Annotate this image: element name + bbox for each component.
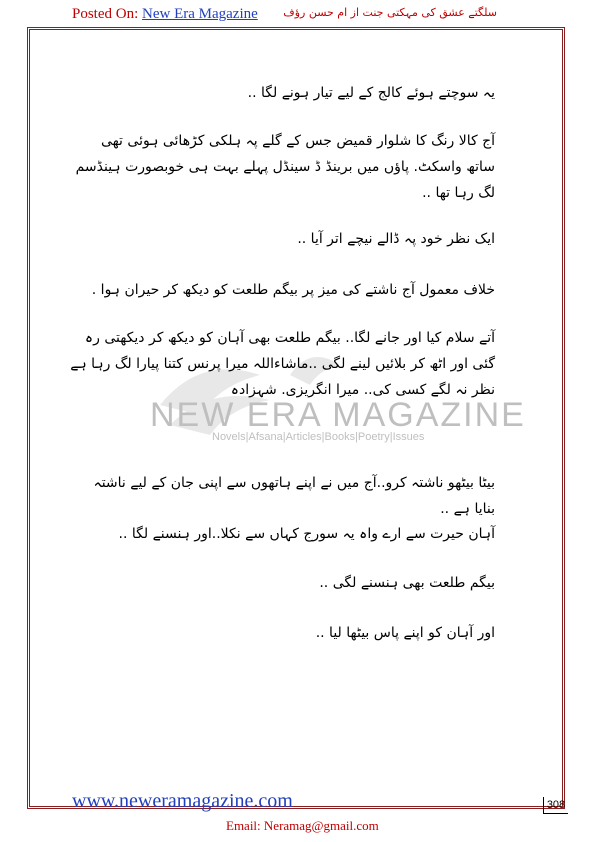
posted-on-header xyxy=(72,6,258,23)
paragraph-3: ایک نظر خود پہ ڈالے نیچے اتر آیا .. xyxy=(297,231,495,247)
paragraph-9: اور آہان کو اپنے پاس بیٹھا لیا .. xyxy=(315,625,495,641)
magazine-link[interactable]: New Era Magazine xyxy=(142,6,258,22)
website-link[interactable]: www.neweramagazine.com xyxy=(72,790,293,812)
watermark-subtitle: Novels|Afsana|Articles|Books|Poetry|Issues xyxy=(212,431,425,443)
page-number: 308 xyxy=(543,797,568,814)
watermark-title: NEW ERA MAGAZINE xyxy=(150,396,526,434)
footer-email: Email: Neramag@gmail.com xyxy=(226,818,379,833)
paragraph-7: آہان حیرت سے ارے واہ یہ سورج کہاں سے نکلا..اور ہنسنے لگا .. xyxy=(118,526,495,542)
paragraph-5: آتے سلام کیا اور جانے لگا.. بیگم طلعت بھی آہان کو دیکھ کر دیکھتی رہ گئی اور اٹھ کر بلائیں لینے لگی ..ماشاءاللہ میرا پرنس کتنا پیارا لگ رہا ہے نظر نہ لگے کسی کی.. میرا انگریزی. شہزادہ xyxy=(70,330,495,398)
paragraph-1: یہ سوچتے ہوئے کالج کے لیے تیار ہونے لگا .. xyxy=(247,85,495,101)
paragraph-2: آج کالا رنگ کا شلوار قمیض جس کے گلے پہ ہلکی کڑھائی ہوئی تھی ساتھ واسکٹ. پاؤں میں برینڈ ڈ سینڈل پہلے بہت ہی خوبصورت ہینڈسم لگ رہا تھا .. xyxy=(75,133,495,201)
paragraph-8: بیگم طلعت بھی ہنسنے لگی .. xyxy=(319,575,495,591)
novel-title: سلگتے عشق کی مہکتی جنت از ام حسن رؤف xyxy=(283,6,497,19)
paragraph-4: خلاف معمول آج ناشتے کی میز پر بیگم طلعت کو دیکھ کر حیران ہوا . xyxy=(91,282,495,298)
paragraph-6: بیٹا بیٹھو ناشتہ کرو..آج میں نے اپنے ہاتھوں سے اپنی جان کے لیے ناشتہ بنایا ہے .. xyxy=(93,475,495,517)
posted-on-label: Posted On: xyxy=(72,6,139,22)
